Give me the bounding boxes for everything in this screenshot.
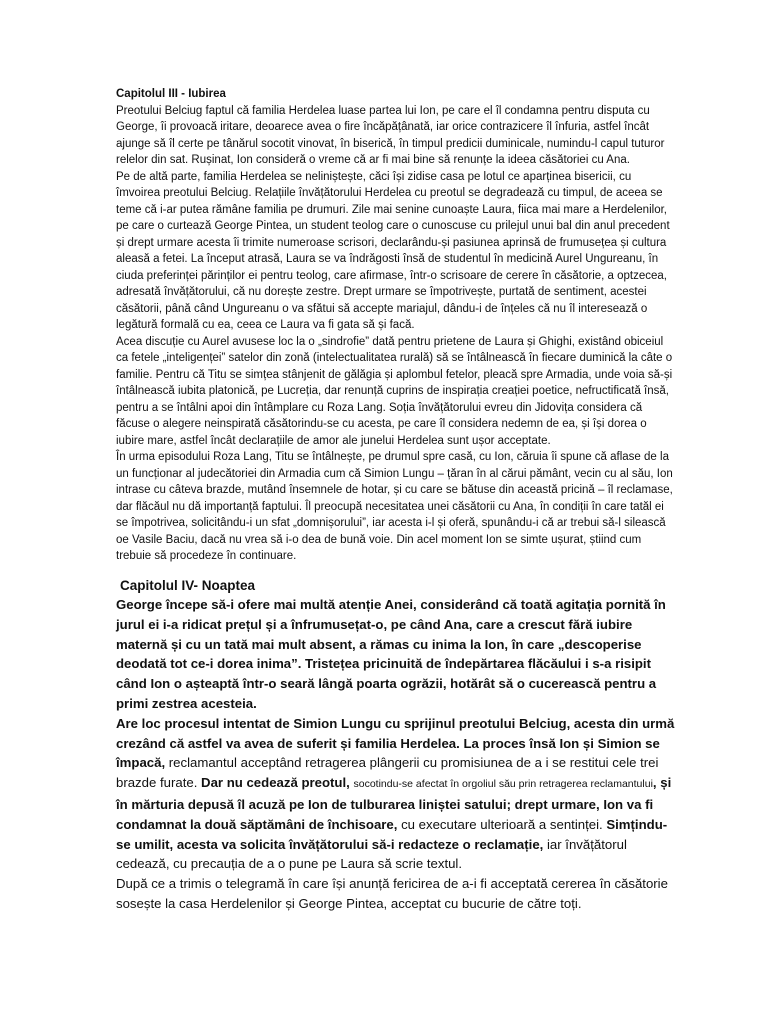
chapter-3-paragraph: Pe de altă parte, familia Herdelea se neliniștește, căci își zidise casa pe lotul ce aparținea bisericii, cu îmvoirea preotului Belciug. Relațiile învățătorului Herdelea cu preotul se degradează cu timpul, de aceea se teme că i-ar putea rămâne familia pe drumuri. Zile mai senine cunoaște Laura, fiica mai mare a Herdelenilor, pe care o curtează George Pintea, un student teolog care o cunoscuse cu prilejul unui bal din anul precedent și drept urmare acesta îi trimite numeroase scrisori, declarându-și pasiunea aprinsă de frumusețea și cultura aleasă a fetei. La început atrasă, Laura se va îndrăgosti însă de studentul în medicină Aurel Ungureanu, în ciuda preferinței părinților ei pentru teolog, care afirmase, într-o scrisoare de cerere în căsătorie, a optzecea, adresată învățătorului, că nu dorește zestre. Drept urmare se împotrivește, purtată de sentiment, acestei căsătorii, până când Ungureanu o va sfătui să accepte mariajul, dându-i de înțeles că nu îl interesează o legătură formală cu ea, ceea ce Laura va fi gata să și facă. [116,170,670,331]
bold-text: Dar nu cedează preotul, [201,775,354,791]
chapter-3-section [116,86,676,565]
bold-text: , și în mărturia depusă îl acuză pe Ion de tulburarea liniștei satului; drept urmare, Ion va fi condamnat la două săptămâni de închisoare, [116,775,672,832]
regular-text: reclamantul acceptând retragerea plângerii cu promisiunea de a i se restitui cele trei brazde furate. [116,755,659,791]
chapter-3-paragraph: Acea discuție cu Aurel avusese loc la o „sindrofie” dată pentru prietene de Laura și Ghighi, existând obiceiul ca fetele „inteligenței” satelor din zonă (intelectualitatea rurală) să se întâlnească în fiecare duminică la câte o familie. Pentru că Titu se simțea stânjenit de gălăgia și aplombul fetelor, pleacă spre Armadia, unde voia să-și întâlnească iubita platonică, pe Lucreția, dar renunță cuprins de inspirația creației poetice, nefructificată însă, pentru a se întâlni apoi din întâmplare cu Roza Lang. Soția învățătorului evreu din Jidovița considera că făcuse o alegere neinspirată căsătorindu-se cu acesta, pe care îl considera nedemn de ea, și își dorea o iubire mare, astfel încât declarațiile de amor ale junelui Herdelea sunt ușor acceptate. [116,335,673,447]
chapter-4-section [116,576,676,914]
bold-text: Are loc procesul intentat de Simion Lungu cu sprijinul preotului Belciug, acesta din urmă crezând că astfel va avea de suferit și familia Herdelea. La proces însă Ion și Simion se împacă, [116,715,675,771]
regular-text: După ce a trimis o telegramă în care își anunță fericirea de a-i fi acceptată cererea în căsătorie sosește la casa Herdelenilor și George Pintea, acceptat cu bucurie de către toți. [116,876,668,911]
regular-text: cu executare ulterioară a sentinței. [401,816,607,832]
chapter-3-paragraph: Preotului Belciug faptul că familia Herdelea luase partea lui Ion, pe care el îl condamna pentru disputa cu George, îi provoacă iritare, deoarece avea o fire încăpățânată, iar orice contrazicere îl înfuria, astfel încât ajunge să îl certe pe tânărul socotit vinovat, în biserică, în timpul predicii duminicale, numindu-l capul tuturor relelor din sat. Rușinat, Ion consideră o vreme că ar fi mai bine să renunțe la ideea căsătoriei cu Ana. [116,104,665,166]
bold-text: Simțindu-se umilit, acesta va solicita învățătorului să-i redacteze o reclamație, [116,816,668,852]
chapter-4-title: Capitolul IV- Noaptea [120,578,256,593]
chapter-4-body [116,595,676,914]
chapter-4-paragraph [116,874,676,914]
small-text: socotindu-se afectat în orgoliul său prin retragerea reclamantului [353,778,653,791]
bold-text: George începe să-i ofere mai multă atenție Anei, considerând că toată agitația pornită în jurul ei i-a ridicat prețul și a înfrumusețat-o, pe când Ana, care a crescut fără iubire maternă și cu un tată mai mult absent, a rămas cu inima la Ion, în care „descoperise deodată tot ce-i dorea inima”. Tristețea pricinuită de îndepărtarea flăcăului i s-a risipit când Ion o așteaptă într-o seară lângă poarta ogrăzii, hotărât să o cucerească pentru a primi zestrea acesteia. [116,597,666,711]
chapter-3-paragraph: În urma episodului Roza Lang, Titu se întâlnește, pe drumul spre casă, cu Ion, căruia îi spune că aflase de la un funcționar al judecătoriei din Armadia cum că Simion Lungu – țăran în al cărui pământ, vecin cu al său, Ion intrase cu câteva brazde, mutând însemnele de hotar, și cu care se bătuse din această pricină – îl reclamase, dar flăcăul nu dă importanță faptului. Îl preocupă necesitatea unei căsătorii cu Ana, în condiții în care tatăl ei se împotrivea, solicitându-i un sfat „domnișorului”, iar acesta i-l și oferă, spunându-i că ar trebui să-l silească oe Vasile Baciu, dacă nu vrea să i-o dea de bună voie. Din acel moment Ion se simte ușurat, știind cum trebuie să procedeze în continuare. [116,451,673,562]
chapter-4-paragraph [116,714,676,874]
chapter-3-title: Capitolul III - Iubirea [116,88,226,100]
chapter-4-paragraph [116,595,676,714]
chapter-3-body [116,103,676,565]
regular-text: iar învățătorul cedează, cu precauția de a o pune pe Laura să scrie textul. [116,836,627,872]
